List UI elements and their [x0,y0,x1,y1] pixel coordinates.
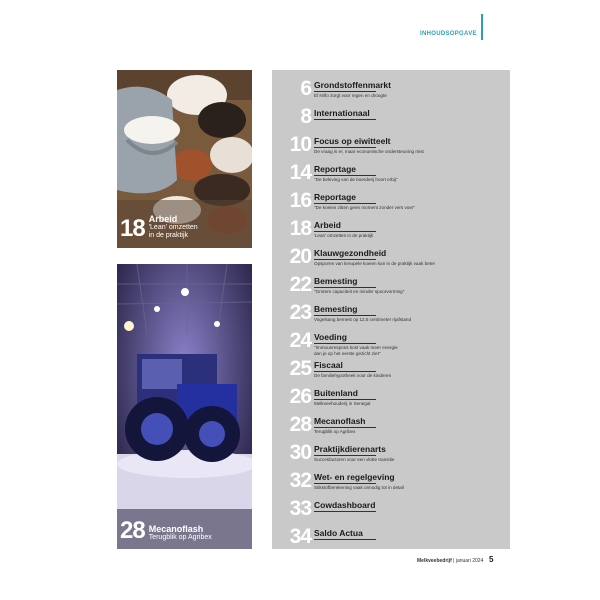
toc-page-number: 33 [289,497,311,520]
feature-page-number: 28 [120,517,145,544]
header-rule [481,14,483,40]
toc-title: Voeding [314,332,347,342]
toc-description: Melkveehouderij in Senegal [314,401,371,406]
toc-page-number: 26 [289,385,311,408]
toc-entry[interactable] [272,190,510,214]
feature-caption [120,517,212,544]
toc-page-number: 18 [289,217,311,240]
feature-subtitle-line: Terugblik op Agribex [148,534,212,541]
toc-divider [314,371,376,372]
toc-divider [314,175,376,176]
toc-title: Mecanoflash [314,416,366,426]
toc-entry[interactable] [272,498,510,522]
toc-page-number: 25 [289,357,311,380]
toc-entry[interactable] [272,162,510,186]
toc-page-number: 16 [289,189,311,212]
toc-description: Stikstofberekening vaak onnodig tot in detail [314,485,404,490]
toc-title: Grondstoffenmarkt [314,80,391,90]
toc-entry[interactable] [272,526,510,550]
toc-description: Succesfactoren voor een vlotte transitie [314,457,395,462]
toc-divider [314,147,376,148]
toc-entry[interactable] [272,218,510,242]
toc-entry[interactable] [272,246,510,270]
toc-title: Praktijkdierenarts [314,444,386,454]
toc-divider [314,287,376,288]
feature-title: Mecanoflash [148,524,204,534]
toc-divider [314,203,376,204]
toc-title: Bemesting [314,276,358,286]
toc-description: "De koeien zitten geen moment zonder vers voer" [314,205,416,210]
toc-description: Vogelsang bemest op 12,5 centimeter rijafstand [314,317,412,322]
toc-title: Wet- en regelgeving [314,472,395,482]
toc-entry[interactable] [272,414,510,438]
page-title: INHOUDSOPGAVE [420,31,477,37]
toc-title: Fiscaal [314,360,343,370]
toc-description: Opsporen van kreupele koeien kan in de praktijk vaak beter [314,261,436,266]
toc-divider [314,91,376,92]
toc-page-number: 23 [289,301,311,324]
toc-page-number: 20 [289,245,311,268]
toc-description: "De beleving van de boerderij hoort erbij" [314,177,398,182]
feature-image-arbeid[interactable] [117,70,252,248]
toc-description: Terugblik op Agribex [314,429,356,434]
toc-entry[interactable] [272,442,510,466]
tractor-photo [117,264,252,549]
toc-page-number: 6 [300,77,311,100]
toc-description: "Immuunrespons kost vaak meer energie [314,345,398,350]
page-number: 5 [489,555,494,564]
issue-date: januari 2024 [455,558,484,564]
toc-page-number: 14 [289,161,311,184]
toc-title: Cowdashboard [314,500,376,510]
toc-entry[interactable] [272,78,510,102]
toc-entry[interactable] [272,358,510,382]
toc-entry[interactable] [272,302,510,326]
feature-title: Arbeid [148,214,178,224]
toc-entry[interactable] [272,386,510,410]
toc-divider [314,455,376,456]
toc-description: "Grotere capaciteit en minder spoorvorming" [314,289,405,294]
toc-page-number: 32 [289,469,311,492]
table-of-contents [272,70,510,549]
toc-description: 'Lean' omzetten in de praktijk [314,233,374,238]
toc-divider [314,259,376,260]
toc-entry[interactable] [272,274,510,298]
toc-entry[interactable] [272,134,510,158]
toc-title: Reportage [314,192,357,202]
toc-page-number: 34 [289,525,311,548]
magazine-name: Melkveebedrijf [417,558,452,564]
toc-entry[interactable] [272,470,510,494]
feature-subtitle-line: in de praktijk [148,232,188,239]
toc-divider [314,483,376,484]
feature-subtitle-line: 'Lean' omzetten [148,224,198,231]
toc-page-number: 30 [289,441,311,464]
toc-divider [314,427,376,428]
toc-divider [314,399,376,400]
toc-page-number: 28 [289,413,311,436]
feature-image-mecanoflash[interactable] [117,264,252,549]
toc-divider [314,511,376,512]
toc-description: De familiehypotheek voor de kinderen [314,373,392,378]
toc-page-number: 10 [289,133,311,156]
toc-title: Focus op eiwitteelt [314,136,391,146]
toc-page-number: 24 [289,329,311,352]
feature-caption [120,214,198,240]
toc-divider [314,119,376,120]
toc-entry[interactable] [272,106,510,130]
feature-page-number: 18 [120,215,145,242]
toc-description: dan je op het eerste gezicht ziet" [314,351,381,356]
toc-description: De vraag is er, maar economische ondersteuning mist [314,149,424,154]
toc-title: Klauwgezondheid [314,248,387,258]
toc-title: Bemesting [314,304,358,314]
toc-divider [314,539,376,540]
toc-page-number: 22 [289,273,311,296]
toc-divider [314,231,376,232]
footer: Melkveebedrijf | januari 2024 [417,558,484,564]
toc-description: El Niño zorgt voor regen en droogte [314,93,387,98]
toc-title: Arbeid [314,220,341,230]
toc-divider [314,315,376,316]
toc-title: Saldo Actua [314,528,363,538]
toc-title: Buitenland [314,388,358,398]
toc-page-number: 8 [300,105,311,128]
toc-title: Reportage [314,164,357,174]
toc-title: Internationaal [314,108,370,118]
toc-entry[interactable] [272,330,510,354]
toc-divider [314,343,376,344]
